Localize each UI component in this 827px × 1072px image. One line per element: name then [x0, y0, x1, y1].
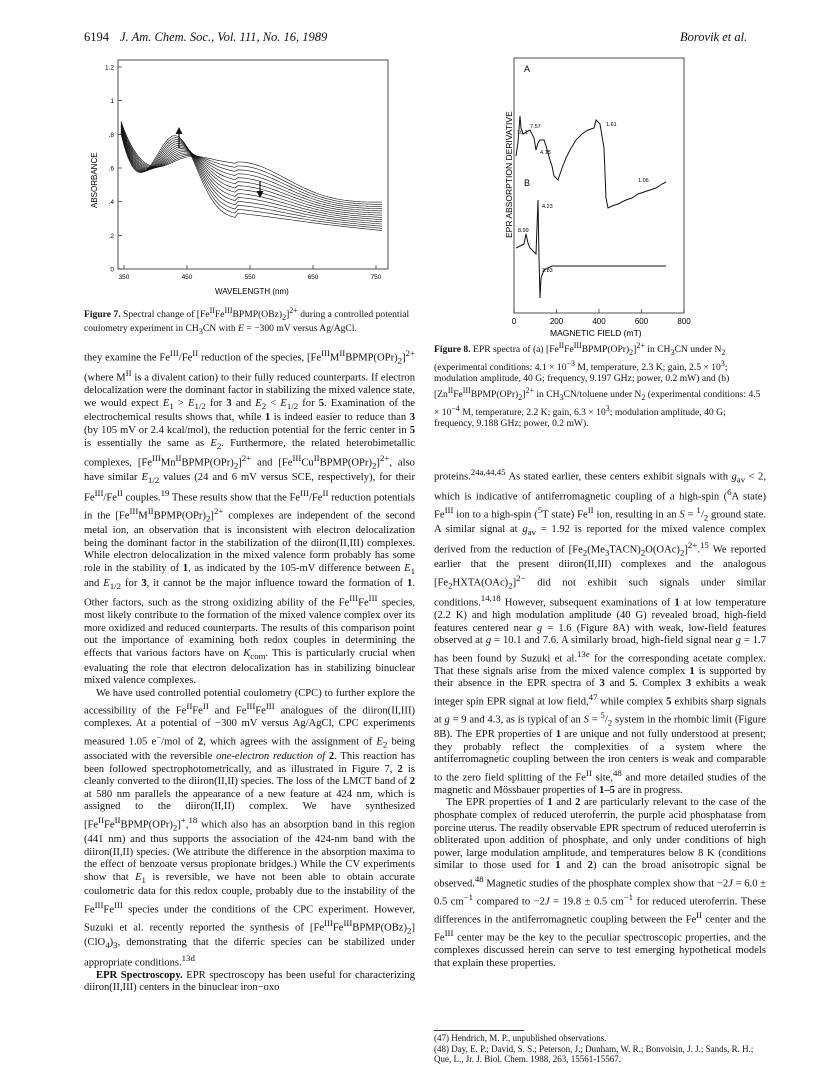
footnote-rule [434, 1030, 524, 1031]
g-value-label: 1.06 [638, 178, 649, 184]
figure-8-ylabel: EPR ABSORPTION DERIVATIVE [504, 111, 514, 238]
epr-panel-a: A [524, 64, 531, 74]
figure-8-caption: Figure 8. EPR spectra of (a) $[Fe^{II}Fe^{III}BPMP(OPr)_2]^{2+}$ in $CH_3CN$ under $N_2$ (experimental conditions: $4.1 \times 10^{-3}$ M, temperature, 2.3 K; gain, $2.5 \times 10^3$; modulation amplitude, 40 G; frequency, 9.197 GHz; power, 0.2 mW) and (b) $[Zn^{II}Fe^{III}BPMP(OPr)_2]^{2+}$ in $CH_3CN$/toluene under $N_2$ (experimental conditions: $4.5 \times 10^{-4}$ M, temperature, 2.2 K; gain, $6.3 \times 10^3$; modulation amplitude, 40 G; frequency, 9.188 GHz; power, 0.2 mW). [434, 341, 761, 430]
spectrum-b [516, 200, 666, 298]
section-heading: EPR Spectroscopy. [96, 969, 183, 981]
y-tick-label: .4 [108, 199, 114, 207]
left-column-text [84, 347, 415, 995]
paragraph: they examine the $Fe^{III}/Fe^{II}$ reduction of the species, $[Fe^{III}M^{II}BPMP(OPr)_2]^{2+}$ (where $M^{II}$ is a divalent cation) to their fully reduced counterparts. If electron delocalization were the dominant factor in stabilizing the mixed valence state, we would expect $E_1 > E_{1/2}$ for 3 and $E_2 < E_{1/2}$ for 5. Examination of the electrochemical results shows that, while 1 is indeed easier to reduce than 3 (by 105 mV or 2.4 kcal/mol), the reduction potential for the ferric center in 5 is essentially the same as $E_2$. Furthermore, the related heterobimetallic complexes, $[Fe^{III}Mn^{II}BPMP(OPr)_2]^{2+}$ and $[Fe^{III}Cu^{II}BPMP(OPr)_2]^{2+}$, also have similar $E_{1/2}$ values (24 and 6 mV versus SCE, respectively), for their $Fe^{III}/Fe^{II}$ couples.$^{19}$ These results show that the $Fe^{III}/Fe^{II}$ reduction potentials in the $[Fe^{III}M^{II}BPMP(OPr)_2]^{2+}$ complexes are independent of the second metal ion, an observation that is inconsistent with electron delocalization being the dominant factor in the stabilization of the diiron(II,III) complexes. While electron delocalization in the mixed valence form probably has some role in the stability of 1, as indicated by the 105-mV difference between $E_1$ and $E_{1/2}$ for 3, it cannot be the major influence toward the formation of 1. Other factors, such as the strong oxidizing ability of the $Fe^{III}Fe^{III}$ species, most likely contribute to the formation of the mixed valence complex over its more oxidized and reduced counterparts. The results of this comparison point out the importance of examining both redox couples in determining the effects that various factors have on $K_{com}$. This is particularly crucial when evaluating the role that electron delocalization has in stabilizing binuclear mixed valence complexes. [84, 348, 416, 687]
figure-8-plot [490, 48, 720, 343]
reference-47: (47) Hendrich, M. P., unpublished observations. [434, 1033, 607, 1043]
figure-7-ylabel: ABSORBANCE [90, 152, 99, 208]
x-tick-label: 600 [634, 317, 649, 326]
g-value-label: 1.61 [606, 122, 617, 128]
g-value-label: 10.1 [517, 130, 528, 136]
spectrum-curve [121, 126, 382, 211]
x-tick-label: 350 [118, 274, 130, 281]
running-authors: Borovik et al. [680, 30, 748, 44]
arrow-up-icon-head [176, 127, 183, 134]
reference-48: (48) Day, E. P.; David, S. S.; Peterson, J.; Dunham, W. R.; Bonvoisin, J. J.; Sands, R. H.; Que, L., Jr. J. Biol. Chem. 1988, 263, 15561-15567. [434, 1043, 754, 1065]
paragraph: proteins.$^{24a,44,45}$ As stated earlier, these centers exhibit signals with $g_{av} < 2$, which is indicative of antiferromagnetic coupling of a high-spin ($^6$A state) $Fe^{III}$ ion to a high-spin ($^5$T state) $Fe^{II}$ ion, resulting in an $S = ^1/_2$ ground state. A similar signal at $g_{av} = 1.92$ is reported for the mixed valence complex derived from the reduction of $[Fe_2(Me_3TACN)_2O(OAc)_2]^{2+}.^{15}$ We reported earlier that the present diiron(II,III) complexes and the analogous $[Fe_2HXTA(OAc)_2]^{2-}$ did not exhibit such signals under similar conditions.$^{14,18}$ However, subsequent examinations of 1 at low temperature (2.2 K) and high modulation amplitude (40 G) revealed broad, high-field features centered near g = 1.6 (Figure 8A) with weak, low-field features observed at g = 10.1 and 7.6. A similarly broad, high-field signal near g = 1.7 has been found by Suzuki et al.$^{13e}$ for the corresponding acetate complex. That these signals arise from the mixed valence complex 1 is supported by their absence in the EPR spectra of 3 and 5. Complex 3 exhibits a weak integer spin EPR signal at low field,$^{47}$ while complex 5 exhibits sharp signals at g = 9 and 4.3, as is typical of an $S = ^5/_2$ system in the rhombic limit (Figure 8B). The EPR properties of 1 are unique and not fully understood at present; they probably reflect the complexities of a system where the antiferromagnetic coupling between the iron centers is weak and comparable to the zero field splitting of the $Fe^{II}$ site,$^{48}$ and more detailed studies of the magnetic and Mössbauer properties of 1–5 are in progress. [434, 467, 767, 796]
y-tick-label: .6 [108, 165, 114, 173]
x-tick-label: 550 [244, 274, 256, 281]
figure-8-xlabel: MAGNETIC FIELD (mT) [550, 328, 642, 338]
figure-7-plot [85, 48, 415, 298]
paragraph: We have used controlled potential coulometry (CPC) to further explore the accessibility of the $Fe^{II}Fe^{II}$ and $Fe^{III}Fe^{III}$ analogues of the diiron(II,III) complexes. At a potential of −300 mV versus Ag/AgCl, CPC experiments measured 1.05 e−/mol of 2, which agrees with the assignment of $E_2$ being associated with the reversible one-electron reduction of 2. This reaction has been followed spectrophotometrically, and as illustrated in Figure 7, 2 is cleanly converted to the diiron(II,II) species. The loss of the LMCT band of 2 at 580 nm parallels the appearance of a new feature at 424 nm, which is assigned to the diiron(II,II) complex. We have synthesized $[Fe^{II}Fe^{II}BPMP(OPr)_2]^+,^{18}$ which also has an absorption band in this region (441 nm) and thus supports the association of the 424-nm band with the diiron(II,II) species. (We attribute the difference in the absorption maxima to the effect of benzoate versus propionate bridges.) While the CV experiments show that $E_1$ is reversible, we have not been able to obtain accurate coulometric data for this redox couple, probably due to the instability of the $Fe^{III}Fe^{III}$ species under the conditions of the CPC experiment. However, Suzuki et al. recently reported the synthesis of $[Fe^{III}Fe^{III}BPMP(OBz)_2](ClO_4)_3$, demonstrating that the diferric species can be stabilized under appropriate conditions.$^{13d}$ [84, 687, 416, 969]
g-value-label: 3.83 [542, 268, 553, 274]
g-value-label: 4.18 [540, 150, 551, 156]
y-tick-label: 0 [110, 266, 114, 274]
figure-7-xlabel: WAVELENGTH (nm) [215, 287, 289, 296]
y-tick-label: .8 [108, 131, 114, 139]
journal-citation: J. Am. Chem. Soc., Vol. 111, No. 16, 1989 [120, 30, 328, 44]
x-tick-label: 650 [307, 274, 319, 281]
paragraph: The EPR properties of 1 and 2 are particularly relevant to the case of the phosphate complex of reduced uteroferrin, the purple acid phosphatase from porcine uterus. The readily observable EPR spectrum of reduced uteroferrin is obliterated upon addition of phosphate, and only under conditions of high power, large modulation amplitude, and temperatures below 8 K (conditions similar to those used for 1 and 2) can the broad anisotropic signal be observed.$^{48}$ Magnetic studies of the phosphate complex show that −2J = 6.0 ± 0.5 $cm^{-1}$ compared to −2J = 19.8 ± 0.5 $cm^{-1}$ for reduced uteroferrin. These differences in the antiferromagnetic coupling between the $Fe^{II}$ center and the $Fe^{III}$ center may be the key to the peculiar spectroscopic properties, and the complexes discussed herein can serve to test emerging hypothetical models that explain these properties. [434, 797, 767, 969]
g-value-label: 8.99 [518, 228, 529, 234]
paragraph: EPR Spectroscopy. EPR spectroscopy has been useful for characterizing diiron(II,III) centers in the binuclear iron−oxo [84, 969, 415, 994]
page-number: 6194 [84, 30, 109, 44]
right-column-text [434, 466, 766, 970]
x-tick-label: 0 [511, 317, 517, 326]
x-tick-label: 450 [181, 274, 193, 281]
y-tick-label: .2 [108, 232, 114, 240]
x-tick-label: 800 [677, 317, 691, 326]
epr-panel-b: B [524, 178, 531, 188]
g-value-label: 4.23 [542, 204, 553, 210]
figure-7-caption-label: Figure 7. [84, 309, 121, 321]
references [434, 1033, 766, 1065]
figure-7-caption: Figure 7. Spectral change of $[Fe^{II}Fe^{III}BPMP(OBz)_2]^{2+}$ during a controlled potential coulometry experiment in $CH_3CN$ with E = −300 mV versus Ag/AgCl. [84, 306, 410, 337]
x-tick-label: 750 [370, 274, 382, 281]
x-tick-label: 400 [592, 317, 606, 326]
g-value-label: 7.57 [530, 124, 541, 130]
x-tick-label: 200 [549, 317, 564, 326]
y-tick-label: 1 [110, 98, 114, 106]
y-tick-label: 1.2 [104, 64, 114, 72]
figure-8-caption-label: Figure 8. [434, 344, 471, 356]
